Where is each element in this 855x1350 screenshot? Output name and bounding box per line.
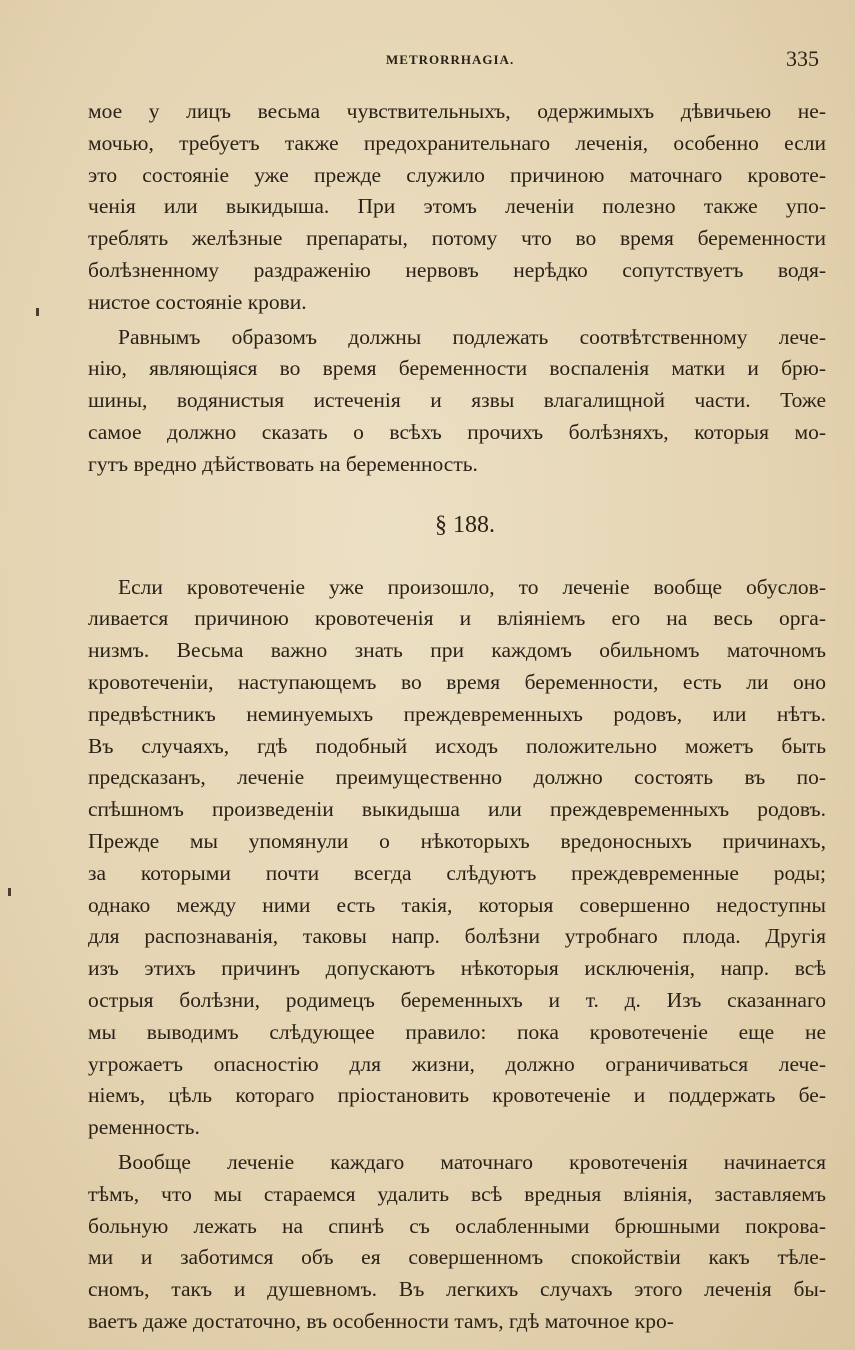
text-line: мы выводимъ слѣдующее правило: пока кровотеченіе еще не [88, 1019, 826, 1044]
page-number: 335 [786, 46, 819, 71]
text-line: нію, являющіяся во время беременности воспаленія матки и брю- [88, 356, 826, 381]
margin-mark [8, 888, 11, 896]
text-line: Въ случаяхъ, гдѣ подобный исходъ положительно можетъ быть [88, 733, 826, 758]
text-line: это состояніе уже прежде служило причиною маточнаго кровоте- [88, 162, 826, 187]
section-heading: § 188. [435, 511, 495, 538]
text-line: предсказанъ, леченіе преимущественно должно состоять въ по- [88, 765, 826, 790]
text-line: для распознаванія, таковы напр. болѣзни утробнаго плода. Другія [88, 924, 826, 949]
paragraph [88, 96, 826, 319]
text-line: самое должно сказать о всѣхъ прочихъ болѣзняхъ, которыя мо- [88, 419, 826, 444]
text-line: однако между ними есть такія, которыя совершенно недоступны [88, 892, 826, 917]
text-line: ченія или выкидыша. При этомъ леченіи полезно также упо- [88, 194, 826, 219]
text-line: изъ этихъ причинъ допускаютъ нѣкоторыя исключенія, напр. всѣ [88, 956, 826, 981]
text-line: ливается причиною кровотеченія и вліяніемъ его на весь орга- [88, 606, 826, 631]
text-line: мочью, требуетъ также предохранительнаго леченія, особенно если [88, 130, 826, 155]
text-line: низмъ. Весьма важно знать при каждомъ обильномъ маточномъ [88, 638, 826, 663]
text-line: больную лежать на спинѣ съ ослабленными брюшными покрова- [88, 1213, 826, 1238]
paragraph [88, 322, 826, 481]
text-line: сномъ, такъ и душевномъ. Въ легкихъ случахъ этого леченія бы- [88, 1277, 826, 1302]
margin-mark [36, 308, 39, 316]
text-line: шины, водянистыя истеченія и язвы влагалищной части. Тоже [88, 388, 826, 413]
text-line: за которыми почти всегда слѣдуютъ преждевременные роды; [88, 860, 826, 885]
text-line: острыя болѣзни, родимецъ беременныхъ и т. д. Изъ сказаннаго [88, 987, 826, 1012]
text-line: тѣмъ, что мы стараемся удалить всѣ вредныя вліянія, заставляемъ [88, 1181, 826, 1206]
paragraph [88, 1147, 826, 1338]
text-line: предвѣстникъ неминуемыхъ преждевременныхъ родовъ, или нѣтъ. [88, 701, 826, 726]
text-line: ременность. [88, 1115, 200, 1140]
text-line: ваетъ даже достаточно, въ особенности тамъ, гдѣ маточное кро- [88, 1308, 674, 1333]
text-line: угрожаетъ опасностію для жизни, должно ограничиваться лече- [88, 1051, 826, 1076]
text-line: мое у лицъ весьма чувствительныхъ, одержимыхъ дѣвичьею не- [88, 99, 826, 123]
body-text [88, 96, 826, 1338]
text-line: ніемъ, цѣль котораго пріостановить кровотеченіе и поддержать бе- [88, 1083, 826, 1108]
text-line: спѣшномъ произведеніи выкидыша или преждевременныхъ родовъ. [88, 797, 826, 822]
page-header [0, 46, 855, 76]
text-line: кровотеченіи, наступающемъ во время беременности, есть ли оно [88, 669, 826, 694]
paragraph [88, 572, 826, 1144]
running-head: METRORRHAGIA. [386, 52, 515, 67]
text-line: Если кровотеченіе уже произошло, то леченіе вообще обуслов- [118, 574, 826, 599]
text-line: Вообще леченіе каждаго маточнаго кровотеченія начинается [118, 1149, 826, 1174]
text-line: ми и заботимся объ ея совершенномъ спокойствіи какъ тѣле- [88, 1245, 826, 1270]
text-line: Равнымъ образомъ должны подлежать соотвѣтственному лече- [118, 324, 826, 349]
text-line: нистое состояніе крови. [88, 289, 307, 314]
text-line: Прежде мы упомянули о нѣкоторыхъ вредоносныхъ причинахъ, [88, 828, 826, 853]
text-line: треблять желѣзные препараты, потому что во время беременности [88, 226, 826, 251]
text-line: гутъ вредно дѣйствовать на беременность. [88, 451, 478, 476]
text-line: болѣзненному раздраженію нервовъ нерѣдко сопутствуетъ водя- [88, 257, 826, 282]
